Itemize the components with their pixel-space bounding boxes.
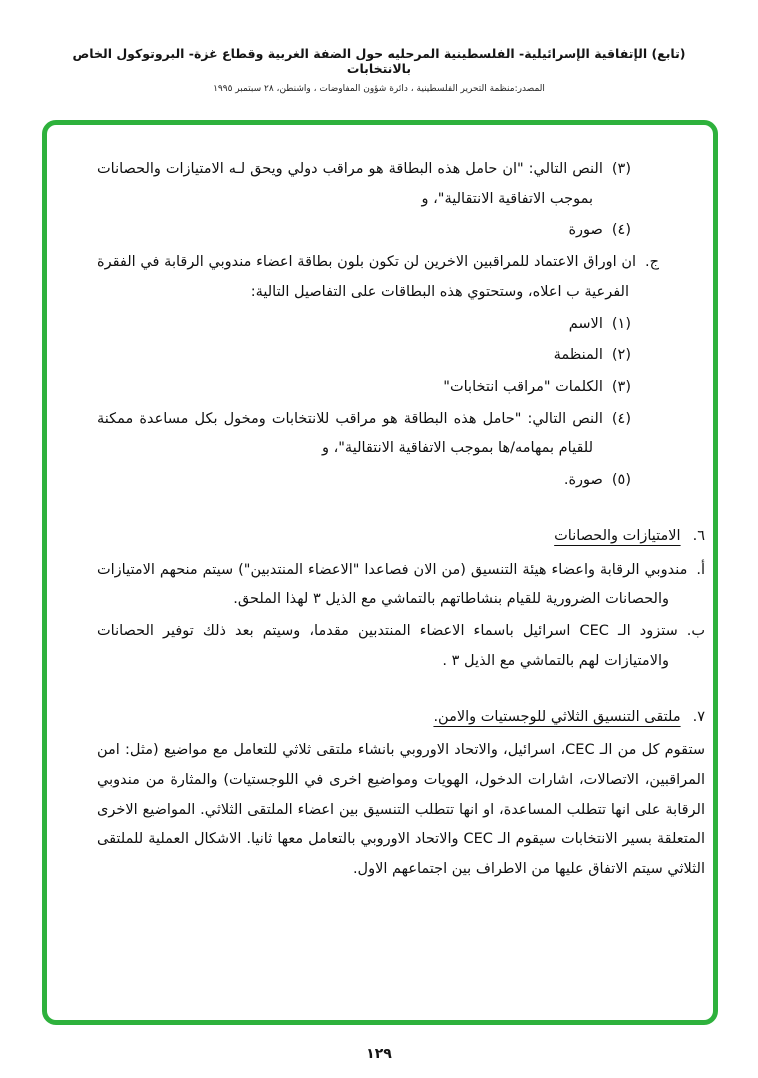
- section-title: الامتيازات والحصانات: [554, 527, 681, 544]
- clause-text: صورة.: [563, 472, 603, 489]
- body-paragraph: ستقوم كل من الـ CEC، اسرائيل، والاتحاد الاوروبي بانشاء ملتقى ثلاثي للتعامل مع مواضيع (مثل: امن المراقبين، الاتصالات، اشارات الدخول، الهويات ومواضيع اخرى في اللوجستيات) والمثارة من مندوبي الرقابة على انها تتطلب المساعدة، او انها تتطلب التنسيق بين اعضاء الملتقى الثلاثي. المواضيع الاخرى المتعلقة بسير الانتخابات سيقوم الـ CEC والاتحاد الاوروبي بالتعامل معها ثانيا. الاشكال العملية للملتقى الثلاثي سيتم الاتفاق عليها من الاطراف بين اجتماعهم الاول.: [97, 742, 705, 878]
- clause-text: ان اوراق الاعتماد للمراقبين الاخرين لن تكون بلون بطاقة اعضاء مندوبي الرقابة في الفقرة الفرعية ب اعلاه، وستحتوي هذه البطاقات على التفاصيل التالية:: [97, 254, 637, 300]
- section-6-heading: [97, 522, 705, 552]
- clause-marker: (٤): [611, 222, 631, 239]
- section-7-heading: [97, 703, 705, 733]
- clause-item: [97, 248, 705, 307]
- clause-marker: أ.: [696, 561, 705, 578]
- clause-item: [97, 617, 705, 676]
- clause-text: الاسم: [568, 315, 603, 332]
- clause-marker: (٢): [611, 347, 631, 364]
- clause-text: مندوبي الرقابة واعضاء هيئة التنسيق (من الان فصاعدا "الاعضاء المنتدبين") سيتم منحهم الامتيازات والحصانات الضرورية للقيام بنشاطاتهم بالتماشي مع الذيل ٣ لهذا الملحق.: [97, 561, 688, 608]
- clause-text: النص التالي: "حامل هذه البطاقة هو مراقب للانتخابات ومخول بكل مساعدة ممكنة للقيام بمهامه/ها بموجب الاتفاقية الانتقالية"، و: [97, 410, 603, 457]
- clause-text: النص التالي: "ان حامل هذه البطاقة هو مراقب دولي ويحق لـه الامتيازات والحصانات بموجب الاتفاقية الانتقالية"، و: [97, 161, 603, 207]
- clause-item: [97, 155, 705, 214]
- source-line: المصدر:منظمة التحرير الفلسطينية ، دائرة شؤون المفاوضات ، واشنطن، ٢٨ سبتمبر ١٩٩٥: [213, 84, 545, 94]
- section-number: ٦.: [692, 527, 705, 544]
- clause-item: [97, 373, 705, 403]
- clause-item: [97, 310, 705, 340]
- clause-text: صورة: [568, 222, 603, 239]
- clause-item: [97, 466, 705, 496]
- document-header: [0, 46, 758, 94]
- document-title: (تابع) الإتفاقية الإسرائيلية- الفلسطينية المرحليه حول الضفة الغربية وقطاع غزة- البروتوكول الخاص بالانتخابات: [72, 46, 686, 76]
- content-frame: [42, 120, 718, 1025]
- clause-text: الكلمات "مراقب انتخابات": [443, 379, 603, 396]
- clause-marker: (٥): [611, 472, 631, 489]
- clause-marker: (٣): [611, 379, 631, 396]
- clause-marker: ج.: [645, 254, 659, 271]
- clause-item: [97, 341, 705, 371]
- clause-text: المنظمة: [553, 347, 603, 364]
- clause-item: [97, 216, 705, 246]
- clause-marker: (١): [611, 315, 631, 332]
- clause-marker: ب.: [686, 623, 705, 640]
- section-number: ٧.: [692, 708, 705, 725]
- section-title: ملتقى التنسيق الثلاثي للوجستيات والامن.: [433, 708, 681, 725]
- page-number: ١٢٩: [366, 1046, 392, 1062]
- clause-marker: (٣): [611, 161, 631, 177]
- clause-item: [97, 556, 705, 615]
- clause-marker: (٤): [611, 410, 631, 427]
- clause-item: [97, 405, 705, 464]
- document-body: [47, 125, 713, 885]
- clause-text: ستزود الـ CEC اسرائيل باسماء الاعضاء المنتدبين مقدما، وسيتم بعد ذلك توفير الحصانات والامتيازات لهم بالتماشي مع الذيل ٣ .: [97, 623, 678, 669]
